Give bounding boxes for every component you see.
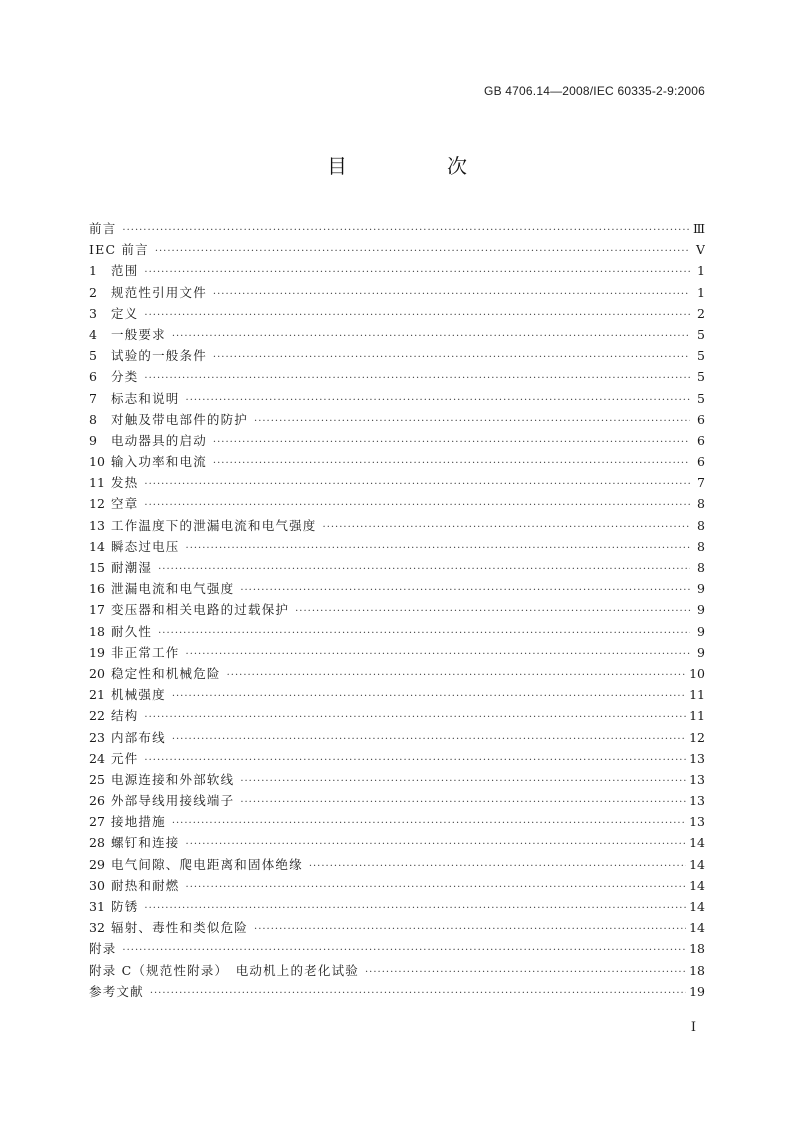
toc-entry[interactable] (89, 960, 705, 981)
toc-entry-page: 5 (697, 326, 705, 342)
toc-entry-number: 21 (89, 687, 105, 703)
toc-entry-page: 12 (689, 729, 705, 745)
toc-entry-number: 16 (89, 581, 105, 597)
toc-entry-title: 螺钉和连接 (111, 835, 180, 851)
toc-entry-number: 23 (89, 729, 105, 745)
toc-entry[interactable] (89, 239, 705, 260)
toc-entry-page: 2 (697, 305, 705, 321)
toc-entry-title: 定义 (111, 305, 139, 321)
toc-entry[interactable] (89, 282, 705, 303)
toc-entry-page: 7 (697, 475, 705, 491)
toc-entry-title: 参考文献 (89, 983, 144, 999)
toc-entry-title: 防锈 (111, 899, 139, 914)
toc-entry[interactable] (89, 917, 705, 938)
toc-entry[interactable] (89, 303, 705, 324)
toc-leader-dots (309, 854, 686, 875)
toc-entry[interactable] (89, 388, 705, 409)
toc-entry[interactable] (89, 260, 705, 281)
toc-entry-page: 5 (697, 390, 705, 406)
toc-entry-page: 13 (689, 771, 705, 787)
toc-leader-dots (213, 345, 690, 366)
toc-entry-page: 10 (689, 665, 705, 681)
toc-leader-dots (240, 790, 686, 811)
toc-entry-title: 电动器具的启动 (111, 432, 207, 448)
toc-entry-title: 变压器和相关电路的过载保护 (111, 602, 290, 618)
toc-entry-page: 5 (697, 369, 705, 385)
toc-entry[interactable] (89, 727, 705, 748)
toc-entry-title: IEC 前言 (89, 242, 149, 258)
toc-entry-number: 10 (89, 454, 105, 470)
toc-entry-title: 发热 (111, 475, 139, 491)
toc-leader-dots (186, 875, 687, 896)
toc-entry-number: 11 (89, 475, 105, 491)
toc-entry-title: 耐热和耐燃 (111, 877, 180, 893)
toc-entry[interactable] (89, 981, 705, 1002)
toc-entry-number: 17 (89, 602, 105, 618)
toc-entry-number: 9 (89, 432, 97, 448)
toc-leader-dots (365, 960, 686, 981)
toc-entry-page: 6 (697, 432, 705, 448)
toc-entry[interactable] (89, 578, 705, 599)
toc-entry-title: 分类 (111, 369, 139, 385)
toc-leader-dots (186, 388, 690, 409)
toc-entry-title: 附录 (89, 941, 117, 957)
toc-leader-dots (295, 599, 690, 620)
toc-entry[interactable] (89, 875, 705, 896)
toc-entry-title: 内部布线 (111, 729, 166, 745)
toc-entry-number: 27 (89, 814, 105, 830)
toc-entry-title: 外部导线用接线端子 (111, 793, 235, 809)
toc-entry-number: 2 (89, 284, 97, 300)
toc-leader-dots (254, 917, 686, 938)
toc-entry-page: 1 (697, 284, 705, 300)
toc-entry-page: 13 (689, 750, 705, 766)
toc-leader-dots (158, 621, 690, 642)
toc-entry-number: 25 (89, 771, 105, 787)
toc-entry-title: 耐久性 (111, 623, 153, 639)
toc-leader-dots (172, 811, 686, 832)
toc-entry-title: 空章 (111, 496, 139, 512)
toc-entry-number: 19 (89, 644, 105, 660)
toc-entry-page: 6 (697, 411, 705, 427)
toc-leader-dots (323, 515, 690, 536)
toc-entry[interactable] (89, 324, 705, 345)
toc-entry[interactable] (89, 345, 705, 366)
toc-entry-page: Ⅲ (692, 221, 705, 236)
toc-entry[interactable] (89, 854, 705, 875)
toc-leader-dots (158, 557, 690, 578)
toc-entry-number: 31 (89, 899, 105, 914)
toc-leader-dots (122, 938, 686, 959)
toc-entry-page: 14 (689, 877, 705, 893)
toc-entry-number: 7 (89, 390, 97, 406)
toc-entry-title: 结构 (111, 708, 139, 724)
toc-leader-dots (155, 239, 690, 260)
toc-entry-number: 12 (89, 496, 105, 512)
toc-entry-title: 耐潮湿 (111, 560, 153, 575)
toc-entry-title: 辐射、毒性和类似危险 (111, 920, 249, 936)
toc-entry[interactable] (89, 430, 705, 451)
toc-entry-title: 元件 (111, 750, 139, 766)
toc-entry-title: 对触及带电部件的防护 (111, 411, 249, 427)
toc-entry[interactable] (89, 493, 705, 514)
toc-entry[interactable] (89, 451, 705, 472)
toc-entry-title: 瞬态过电压 (111, 538, 180, 554)
toc-entry-number: 4 (89, 326, 97, 342)
toc-leader-dots (144, 705, 686, 726)
toc-entry[interactable] (89, 832, 705, 853)
toc-entry-title: 输入功率和电流 (111, 454, 207, 470)
toc-leader-dots (213, 430, 690, 451)
toc-entry-number: 5 (89, 348, 97, 364)
toc-entry-title: 标志和说明 (111, 390, 180, 406)
toc-leader-dots (213, 451, 690, 472)
table-of-contents (89, 218, 705, 1002)
toc-entry-page: 18 (689, 941, 705, 957)
toc-leader-dots (172, 684, 686, 705)
toc-leader-dots (240, 578, 690, 599)
toc-entry-number: 1 (89, 263, 97, 279)
toc-leader-dots (144, 366, 690, 387)
toc-leader-dots (240, 769, 686, 790)
toc-entry-number: 29 (89, 856, 105, 872)
toc-entry[interactable] (89, 642, 705, 663)
toc-entry-page: 9 (697, 581, 705, 597)
toc-entry[interactable] (89, 663, 705, 684)
toc-entry-title: 范围 (111, 263, 139, 279)
toc-leader-dots (227, 663, 686, 684)
toc-entry-number: 26 (89, 793, 105, 809)
toc-leader-dots (144, 472, 690, 493)
toc-entry-number: 13 (89, 517, 105, 533)
toc-entry-number: 3 (89, 305, 97, 321)
toc-entry[interactable] (89, 557, 705, 578)
toc-leader-dots (144, 303, 690, 324)
toc-entry[interactable] (89, 621, 705, 642)
toc-entry-page: 8 (697, 517, 705, 533)
toc-entry[interactable] (89, 896, 705, 917)
toc-entry[interactable] (89, 705, 705, 726)
toc-entry[interactable] (89, 684, 705, 705)
toc-entry-number: 32 (89, 920, 105, 936)
toc-entry[interactable] (89, 409, 705, 430)
toc-entry-title: 一般要求 (111, 326, 166, 342)
toc-entry-page: 13 (689, 793, 705, 809)
toc-entry-page: 1 (697, 263, 705, 279)
toc-entry-page: 11 (689, 708, 705, 724)
toc-entry-title: 工作温度下的泄漏电流和电气强度 (111, 517, 317, 533)
toc-entry-title: 机械强度 (111, 687, 166, 703)
toc-entry-number: 20 (89, 665, 105, 681)
toc-leader-dots (186, 536, 690, 557)
toc-leader-dots (144, 260, 690, 281)
toc-leader-dots (213, 282, 690, 303)
toc-leader-dots (186, 832, 687, 853)
toc-entry-title: 规范性引用文件 (111, 284, 207, 300)
toc-entry-title: 稳定性和机械危险 (111, 665, 221, 681)
toc-entry-page: 18 (689, 962, 705, 978)
toc-entry-page: 5 (697, 348, 705, 364)
toc-entry-title: 试验的一般条件 (111, 348, 207, 364)
toc-entry[interactable] (89, 366, 705, 387)
toc-entry[interactable] (89, 472, 705, 493)
toc-entry-page: Ⅴ (695, 242, 705, 258)
toc-entry[interactable] (89, 748, 705, 769)
toc-entry-page: 8 (697, 538, 705, 554)
toc-entry-page: 6 (697, 454, 705, 470)
toc-entry-page: 14 (689, 920, 705, 936)
toc-entry-number: 28 (89, 835, 105, 851)
toc-entry-title: 附录 C（规范性附录） 电动机上的老化试验 (89, 962, 359, 978)
toc-leader-dots (144, 493, 690, 514)
toc-entry[interactable] (89, 536, 705, 557)
toc-leader-dots (144, 896, 686, 917)
page-title: 目 次 (327, 154, 507, 178)
toc-entry-number: 8 (89, 411, 97, 427)
toc-leader-dots (144, 748, 686, 769)
toc-leader-dots (172, 727, 686, 748)
toc-entry[interactable] (89, 790, 705, 811)
toc-entry-number: 18 (89, 623, 105, 639)
toc-entry-title: 电气间隙、爬电距离和固体绝缘 (111, 856, 303, 872)
standard-number-header: GB 4706.14—2008/IEC 60335-2-9:2006 (484, 84, 705, 98)
toc-leader-dots (150, 981, 686, 1002)
toc-entry[interactable] (89, 811, 705, 832)
toc-entry-number: 30 (89, 877, 105, 893)
toc-entry-page: 14 (689, 899, 705, 914)
toc-entry-page: 13 (689, 814, 705, 830)
toc-entry-number: 24 (89, 750, 105, 766)
toc-entry-number: 6 (89, 369, 97, 385)
toc-entry-title: 非正常工作 (111, 644, 180, 660)
toc-entry-title: 电源连接和外部软线 (111, 771, 235, 787)
toc-entry-title: 接地措施 (111, 814, 166, 830)
toc-entry-page: 9 (697, 602, 705, 618)
toc-entry-page: 8 (697, 496, 705, 512)
toc-entry-page: 9 (697, 623, 705, 639)
toc-leader-dots (172, 324, 690, 345)
toc-entry[interactable] (89, 769, 705, 790)
toc-entry-page: 14 (689, 835, 705, 851)
toc-entry-number: 15 (89, 560, 105, 575)
toc-entry[interactable] (89, 515, 705, 536)
toc-leader-dots (254, 409, 690, 430)
toc-entry[interactable] (89, 599, 705, 620)
toc-entry-page: 11 (689, 687, 705, 703)
toc-entry-title: 前言 (89, 221, 117, 236)
page-number: Ⅰ (690, 1020, 696, 1035)
toc-entry-page: 14 (689, 856, 705, 872)
toc-entry-number: 22 (89, 708, 105, 724)
toc-entry-page: 19 (689, 983, 705, 999)
toc-entry-number: 14 (89, 538, 105, 554)
toc-leader-dots (186, 642, 690, 663)
toc-leader-dots (122, 218, 690, 239)
toc-entry-title: 泄漏电流和电气强度 (111, 581, 235, 597)
toc-entry-page: 9 (697, 644, 705, 660)
toc-entry[interactable] (89, 938, 705, 959)
toc-entry-page: 8 (697, 560, 705, 575)
toc-entry[interactable] (89, 218, 705, 239)
